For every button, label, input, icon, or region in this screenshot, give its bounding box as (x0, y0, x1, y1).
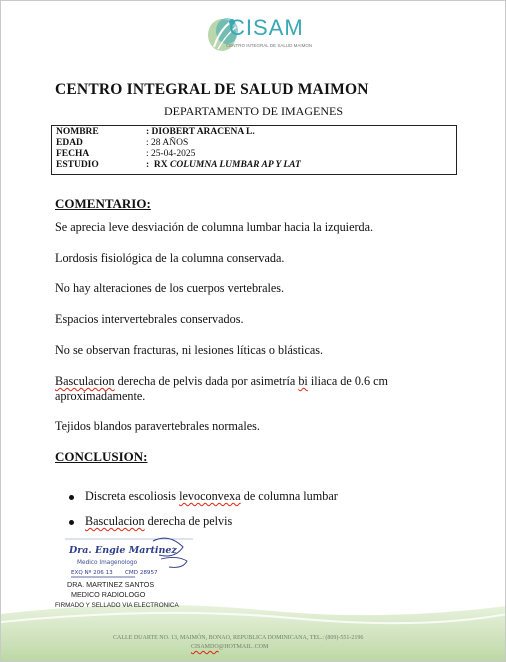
footer-email-domain: @HOTMAIL .COM (218, 644, 269, 650)
document-title: CENTRO INTEGRAL DE SALUD MAIMON (55, 81, 369, 98)
spelling-flag-levoconvexa: levoconvexa (179, 489, 241, 503)
stamp-role: Medico Imagenologo (77, 560, 138, 566)
comment-p6-text-end: iliaca de 0.6 cm aproximadamente. (55, 374, 389, 403)
signature-note: FIRMADO Y SELLADO VIA ELECTRONICA (55, 602, 179, 609)
date-label: FECHA (56, 149, 90, 159)
department-subtitle: DEPARTAMENTO DE IMAGENES (164, 104, 343, 118)
logo-subtext: CENTRO INTEGRAL DE SALUD MAIMON (226, 43, 313, 48)
footer-email (191, 644, 268, 650)
study-prefix: : RX (146, 160, 171, 170)
name-label: NOMBRE (56, 127, 99, 137)
comment-paragraph-5: No se observan fracturas, ni lesiones líticas o blásticas. (55, 343, 324, 357)
bullet-icon (69, 495, 74, 500)
comment-p6-text: derecha de pelvis dada por asimetría (114, 374, 299, 388)
bullet-icon (69, 520, 74, 525)
conclusion-1-a: Discreta escoliosis (85, 489, 180, 503)
doctor-role: MEDICO RADIOLOGO (71, 590, 146, 599)
study-label: ESTUDIO (56, 160, 99, 170)
conclusion-item-2-text (85, 514, 232, 529)
doctor-name: DRA. MARTINEZ SANTOS (67, 580, 155, 589)
study-name: COLUMNA LUMBAR AP Y LAT (170, 160, 301, 170)
comment-paragraph-7: Tejidos blandos paravertebrales normales. (55, 419, 260, 433)
comment-paragraph-1: Se aprecia leve desviación de columna lumbar hacia la izquierda. (55, 220, 374, 234)
spelling-flag-basculacion-2: Basculacion (85, 514, 145, 528)
footer-email-user: CISAMDO (191, 644, 219, 650)
age-label: EDAD (56, 138, 83, 148)
spelling-flag-bi: bi (298, 374, 308, 388)
stamp-exequatur: EXQ Nº 206 13 (71, 570, 113, 576)
name-value: : DIOBERT ARACENA L. (146, 127, 255, 137)
signature-lines (67, 580, 154, 600)
signature-stamp (65, 537, 195, 581)
comment-heading: COMENTARIO: (55, 196, 151, 211)
footer-address: CALLE DUARTE NO. 13, MAIMÓN, BONAO, REPUBLICA DOMINICANA, TEL.: (809)-551-2196 (113, 635, 364, 641)
comment-paragraph-4: Espacios intervertebrales conservados. (55, 312, 244, 326)
date-value: : 25-04-2025 (146, 149, 196, 159)
age-value: : 28 AÑOS (146, 138, 189, 148)
patient-info-box (51, 125, 457, 175)
study-value (146, 160, 301, 171)
logo-text: CISAM (229, 15, 304, 40)
comment-paragraph-2: Lordosis fisiológica de la columna conservada. (55, 251, 285, 265)
comment-paragraph-3: No hay alteraciones de los cuerpos vertebrales. (55, 281, 285, 295)
conclusion-1-c: de columna lumbar (240, 489, 338, 503)
comment-paragraph-6 (55, 374, 455, 404)
conclusion-heading: CONCLUSION: (55, 449, 148, 464)
stamp-cmd: CMD 28957 (125, 570, 158, 576)
spelling-flag-basculacion: Basculacion (55, 374, 115, 388)
conclusion-item-1-text (85, 489, 338, 504)
stamp-name: Dra. Engie Martinez (69, 545, 177, 556)
conclusion-2-b: derecha de pelvis (144, 514, 233, 528)
